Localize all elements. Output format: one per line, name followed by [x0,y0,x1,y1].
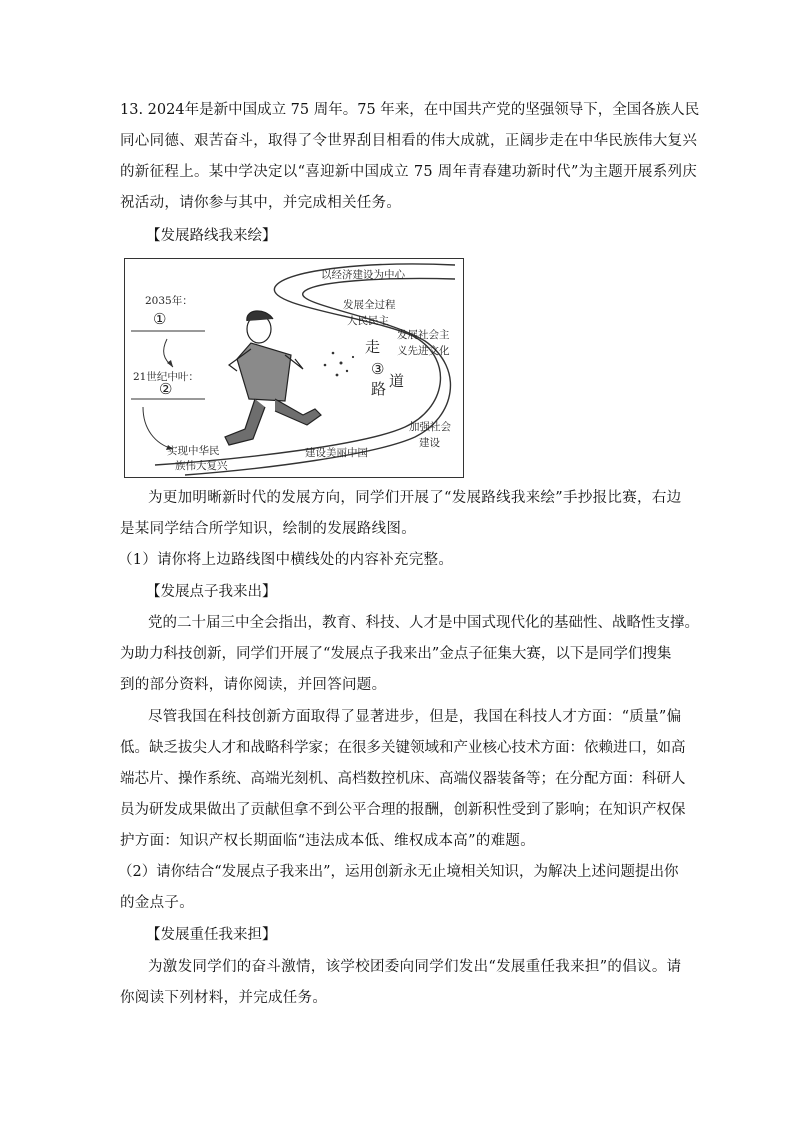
section-heading-responsibility: 【发展重任我来担】 [146,927,277,943]
road-outer-edge [155,264,455,465]
label-walk: 走 [365,338,381,356]
blank-1-marker: ① [153,310,167,328]
label-goal-b: 族伟大复兴 [175,460,228,472]
section2-para2-line-5: 护方面：知识产权长期面临“违法成本低、维权成本高”的难题。 [120,833,536,849]
label-democracy-a: 发展全过程 [343,299,396,311]
label-society-b: 建设 [419,437,440,449]
dust-dots [324,352,354,377]
section2-para2-line-3: 端芯片、操作系统、高端光刻机、高档数控机床、高端仪器装备等；在分配方面：科研人 [120,771,686,787]
label-society-a: 加强社会 [409,421,451,433]
route-map-figure [124,258,464,478]
q13-line-1: 13. 2024年是新中国成立 75 周年。75 年来，在中国共产党的坚强领导下，全国各族人民 [120,102,700,118]
label-mid-century: 21世纪中叶： [133,371,199,383]
section2-para1-line-1: 党的二十届三中全会指出，教育、科技、人才是中国式现代化的基础性、战略性支撑。 [148,615,699,631]
label-economic-center: 以经济建设为中心 [321,269,405,281]
arrow-1-head [167,360,173,367]
label-road: 路 [371,380,387,398]
arrow-2 [143,407,173,449]
blank-3-marker: ③ [371,360,385,378]
label-dao: 道 [389,372,405,390]
section-heading-ideas: 【发展点子我来出】 [146,584,277,600]
question-2-line-1: （2）请你结合“发展点子我来出”，运用创新永无止境相关知识，为解决上述问题提出你 [118,864,679,880]
section1-intro-line-1: 为更加明晰新时代的发展方向，同学们开展了“发展路线我来绘”手抄报比赛，右边 [148,490,682,506]
section1-intro-line-2: 是某同学结合所学知识，绘制的发展路线图。 [120,521,416,537]
label-culture-a: 发展社会主 [397,329,450,341]
section2-para1-line-2: 为助力科技创新，同学们开展了“发展点子我来出”金点子征集大赛，以下是同学们搜集 [120,646,672,662]
question-1: （1）请你将上边路线图中横线处的内容补充完整。 [118,552,454,568]
section-heading-route: 【发展路线我来绘】 [146,228,277,244]
blank-2-marker: ② [159,380,173,398]
label-2035: 2035年： [145,295,193,307]
section2-para2-line-1: 尽管我国在科技创新方面取得了显著进步，但是，我国在科技人才方面：“质量”偏 [148,709,682,725]
q13-line-2: 同心同德、艰苦奋斗，取得了令世界刮目相看的伟大成就，正阔步走在中华民族伟大复兴 [120,133,698,149]
section3-para-line-1: 为激发同学们的奋斗激情，该学校团委向同学们发出“发展重任我来担”的倡议。请 [148,959,682,975]
question-2-line-2: 的金点子。 [120,895,194,911]
q13-line-4: 祝活动，请你参与其中，并完成相关任务。 [120,195,402,211]
q13-line-3: 的新征程上。某中学决定以“喜迎新中国成立 75 周年青春建功新时代”为主题开展系列庆 [120,164,698,180]
section3-para-line-2: 你阅读下列材料，并完成任务。 [120,990,328,1006]
section2-para1-line-3: 到的部分资料，请你阅读，并回答问题。 [120,677,387,693]
label-culture-b: 义先进文化 [397,345,450,357]
runner-illustration [225,311,321,445]
section2-para2-line-4: 员为研发成果做出了贡献但拿不到公平合理的报酬，创新积性受到了影响；在知识产权保 [120,802,686,818]
label-democracy-b: 人民民主 [347,315,389,327]
section2-para2-line-2: 低。缺乏拔尖人才和战略科学家；在很多关键领域和产业核心技术方面：依赖进口，如高 [120,740,686,756]
label-beautiful-china: 建设美丽中国 [305,447,368,459]
road-inner-edge [185,279,455,475]
label-goal-a: 实现中华民 [167,445,220,457]
